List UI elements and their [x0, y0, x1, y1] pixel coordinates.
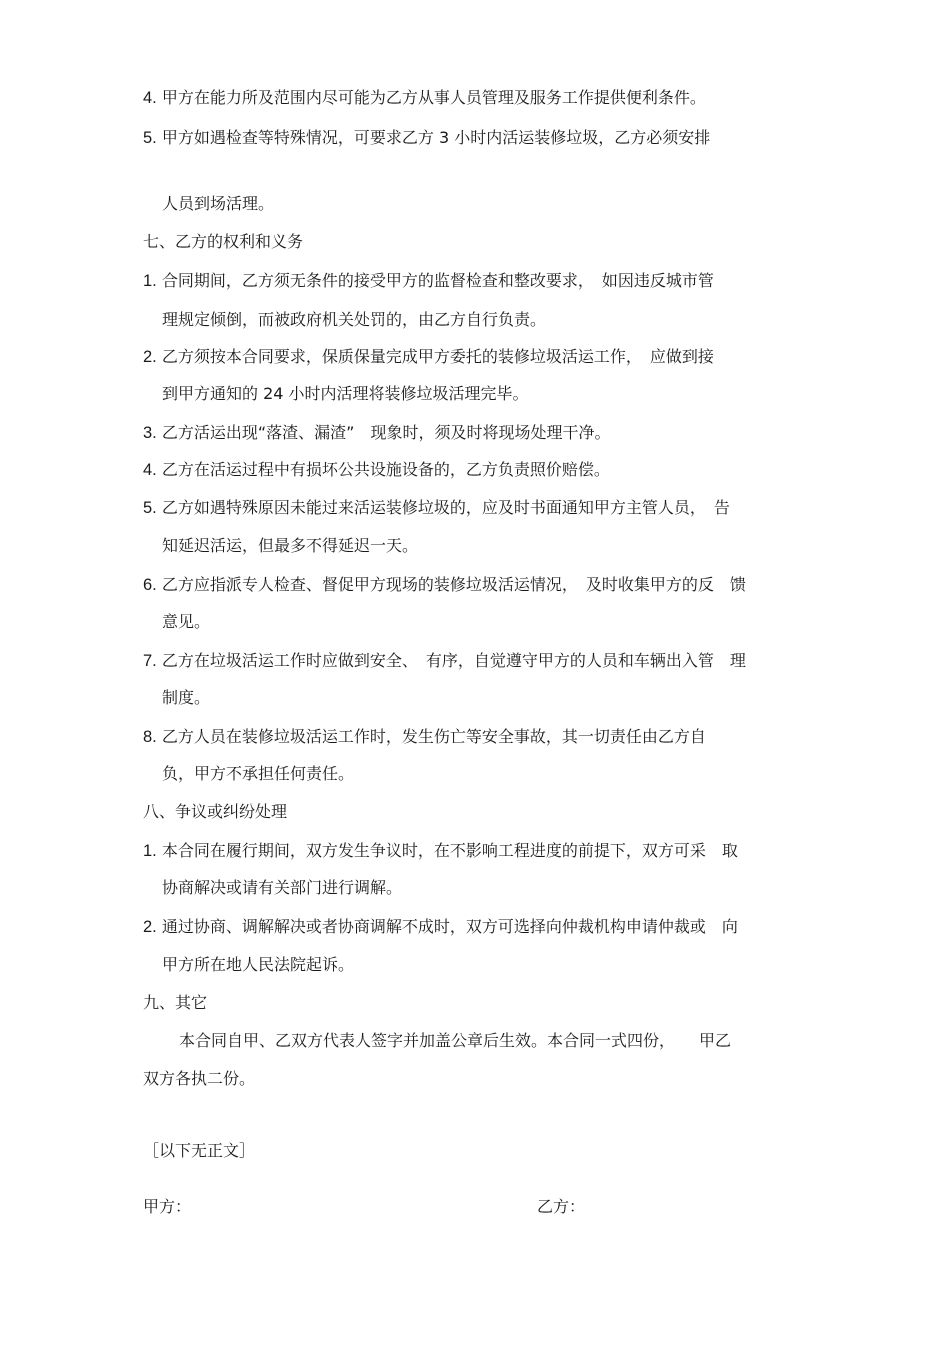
clause-7-5-cont: 知延迟活运，但最多不得延迟一天。 — [162, 536, 419, 555]
clause-number: 4. — [143, 89, 157, 107]
clause-7-2 — [143, 346, 714, 368]
clause-7-3 — [143, 422, 610, 444]
clause-number: 2. — [143, 918, 157, 936]
section-9-paragraph: 本合同自甲、乙双方代表人签字并加盖公章后生效。本合同一式四份， 甲乙 — [179, 1031, 732, 1050]
clause-text: 乙方活运出现“落渣、漏渣” 现象时，须及时将现场处理干净。 — [161, 423, 611, 442]
clause-7-1-cont: 理规定倾倒，而被政府机关处罚的，由乙方自行负责。 — [162, 310, 547, 329]
party-a-signature-label: 甲方： — [143, 1197, 192, 1216]
clause-7-7 — [143, 650, 746, 672]
clause-6-4 — [143, 87, 706, 109]
clause-text: 乙方在垃圾活运工作时应做到安全、 有序，自觉遵守甲方的人员和车辆出入管 理 — [161, 651, 746, 670]
clause-7-6-cont: 意见。 — [162, 612, 211, 631]
clause-6-5-cont: 人员到场活理。 — [162, 194, 275, 213]
clause-number: 2. — [143, 348, 157, 366]
clause-7-7-cont: 制度。 — [162, 688, 211, 707]
clause-text: 乙方在活运过程中有损坏公共设施设备的，乙方负责照价赔偿。 — [161, 460, 610, 479]
clause-number: 5. — [143, 499, 157, 517]
clause-text: 乙方人员在装修垃圾活运工作时，发生伤亡等安全事故，其一切责任由乙方自 — [161, 727, 706, 746]
clause-8-1-cont: 协商解决或请有关部门进行调解。 — [162, 878, 403, 897]
section-9-paragraph-cont: 双方各执二份。 — [143, 1069, 256, 1088]
section-8-heading: 八、争议或纠纷处理 — [143, 802, 288, 821]
clause-text: 通过协商、调解解决或者协商调解不成时，双方可选择向仲裁机构申请仲裁或 向 — [161, 917, 738, 936]
clause-text: 乙方应指派专人检查、督促甲方现场的装修垃圾活运情况， 及时收集甲方的反 馈 — [161, 575, 746, 594]
party-b-signature-label: 乙方： — [537, 1197, 586, 1216]
clause-number: 3. — [143, 424, 157, 442]
clause-7-4 — [143, 459, 610, 481]
clause-text: 乙方如遇特殊原因未能过来活运装修垃圾的，应及时书面通知甲方主管人员， 告 — [161, 498, 730, 517]
clause-number: 6. — [143, 576, 157, 594]
clause-text: 合同期间，乙方须无条件的接受甲方的监督检查和整改要求， 如因违反城市管 — [161, 271, 714, 290]
clause-number: 5. — [143, 129, 157, 147]
section-9-heading: 九、其它 — [143, 993, 208, 1012]
clause-8-2 — [143, 916, 738, 938]
section-7-heading: 七、乙方的权利和义务 — [143, 232, 304, 251]
clause-7-2-cont: 到甲方通知的 24 小时内活理将装修垃圾活理完毕。 — [162, 384, 529, 403]
clause-6-5 — [143, 127, 710, 149]
clause-number: 1. — [143, 272, 157, 290]
clause-number: 4. — [143, 461, 157, 479]
clause-7-1 — [143, 270, 714, 292]
clause-7-8 — [143, 726, 706, 748]
clause-7-5 — [143, 497, 730, 519]
clause-text: 甲方如遇检查等特殊情况，可要求乙方 3 小时内活运装修垃圾，乙方必须安排 — [161, 128, 711, 147]
clause-text: 乙方须按本合同要求，保质保量完成甲方委托的装修垃圾活运工作， 应做到接 — [161, 347, 714, 366]
clause-8-2-cont: 甲方所在地人民法院起诉。 — [162, 955, 355, 974]
clause-7-8-cont: 负，甲方不承担任何责任。 — [162, 764, 355, 783]
clause-8-1 — [143, 840, 738, 862]
clause-text: 甲方在能力所及范围内尽可能为乙方从事人员管理及服务工作提供便利条件。 — [161, 88, 706, 107]
clause-number: 1. — [143, 842, 157, 860]
clause-text: 本合同在履行期间，双方发生争议时，在不影响工程进度的前提下，双方可采 取 — [161, 841, 738, 860]
end-of-text-note: ［以下无正文］ — [143, 1141, 256, 1160]
clause-7-6 — [143, 574, 746, 596]
clause-number: 7. — [143, 652, 157, 670]
clause-number: 8. — [143, 728, 157, 746]
